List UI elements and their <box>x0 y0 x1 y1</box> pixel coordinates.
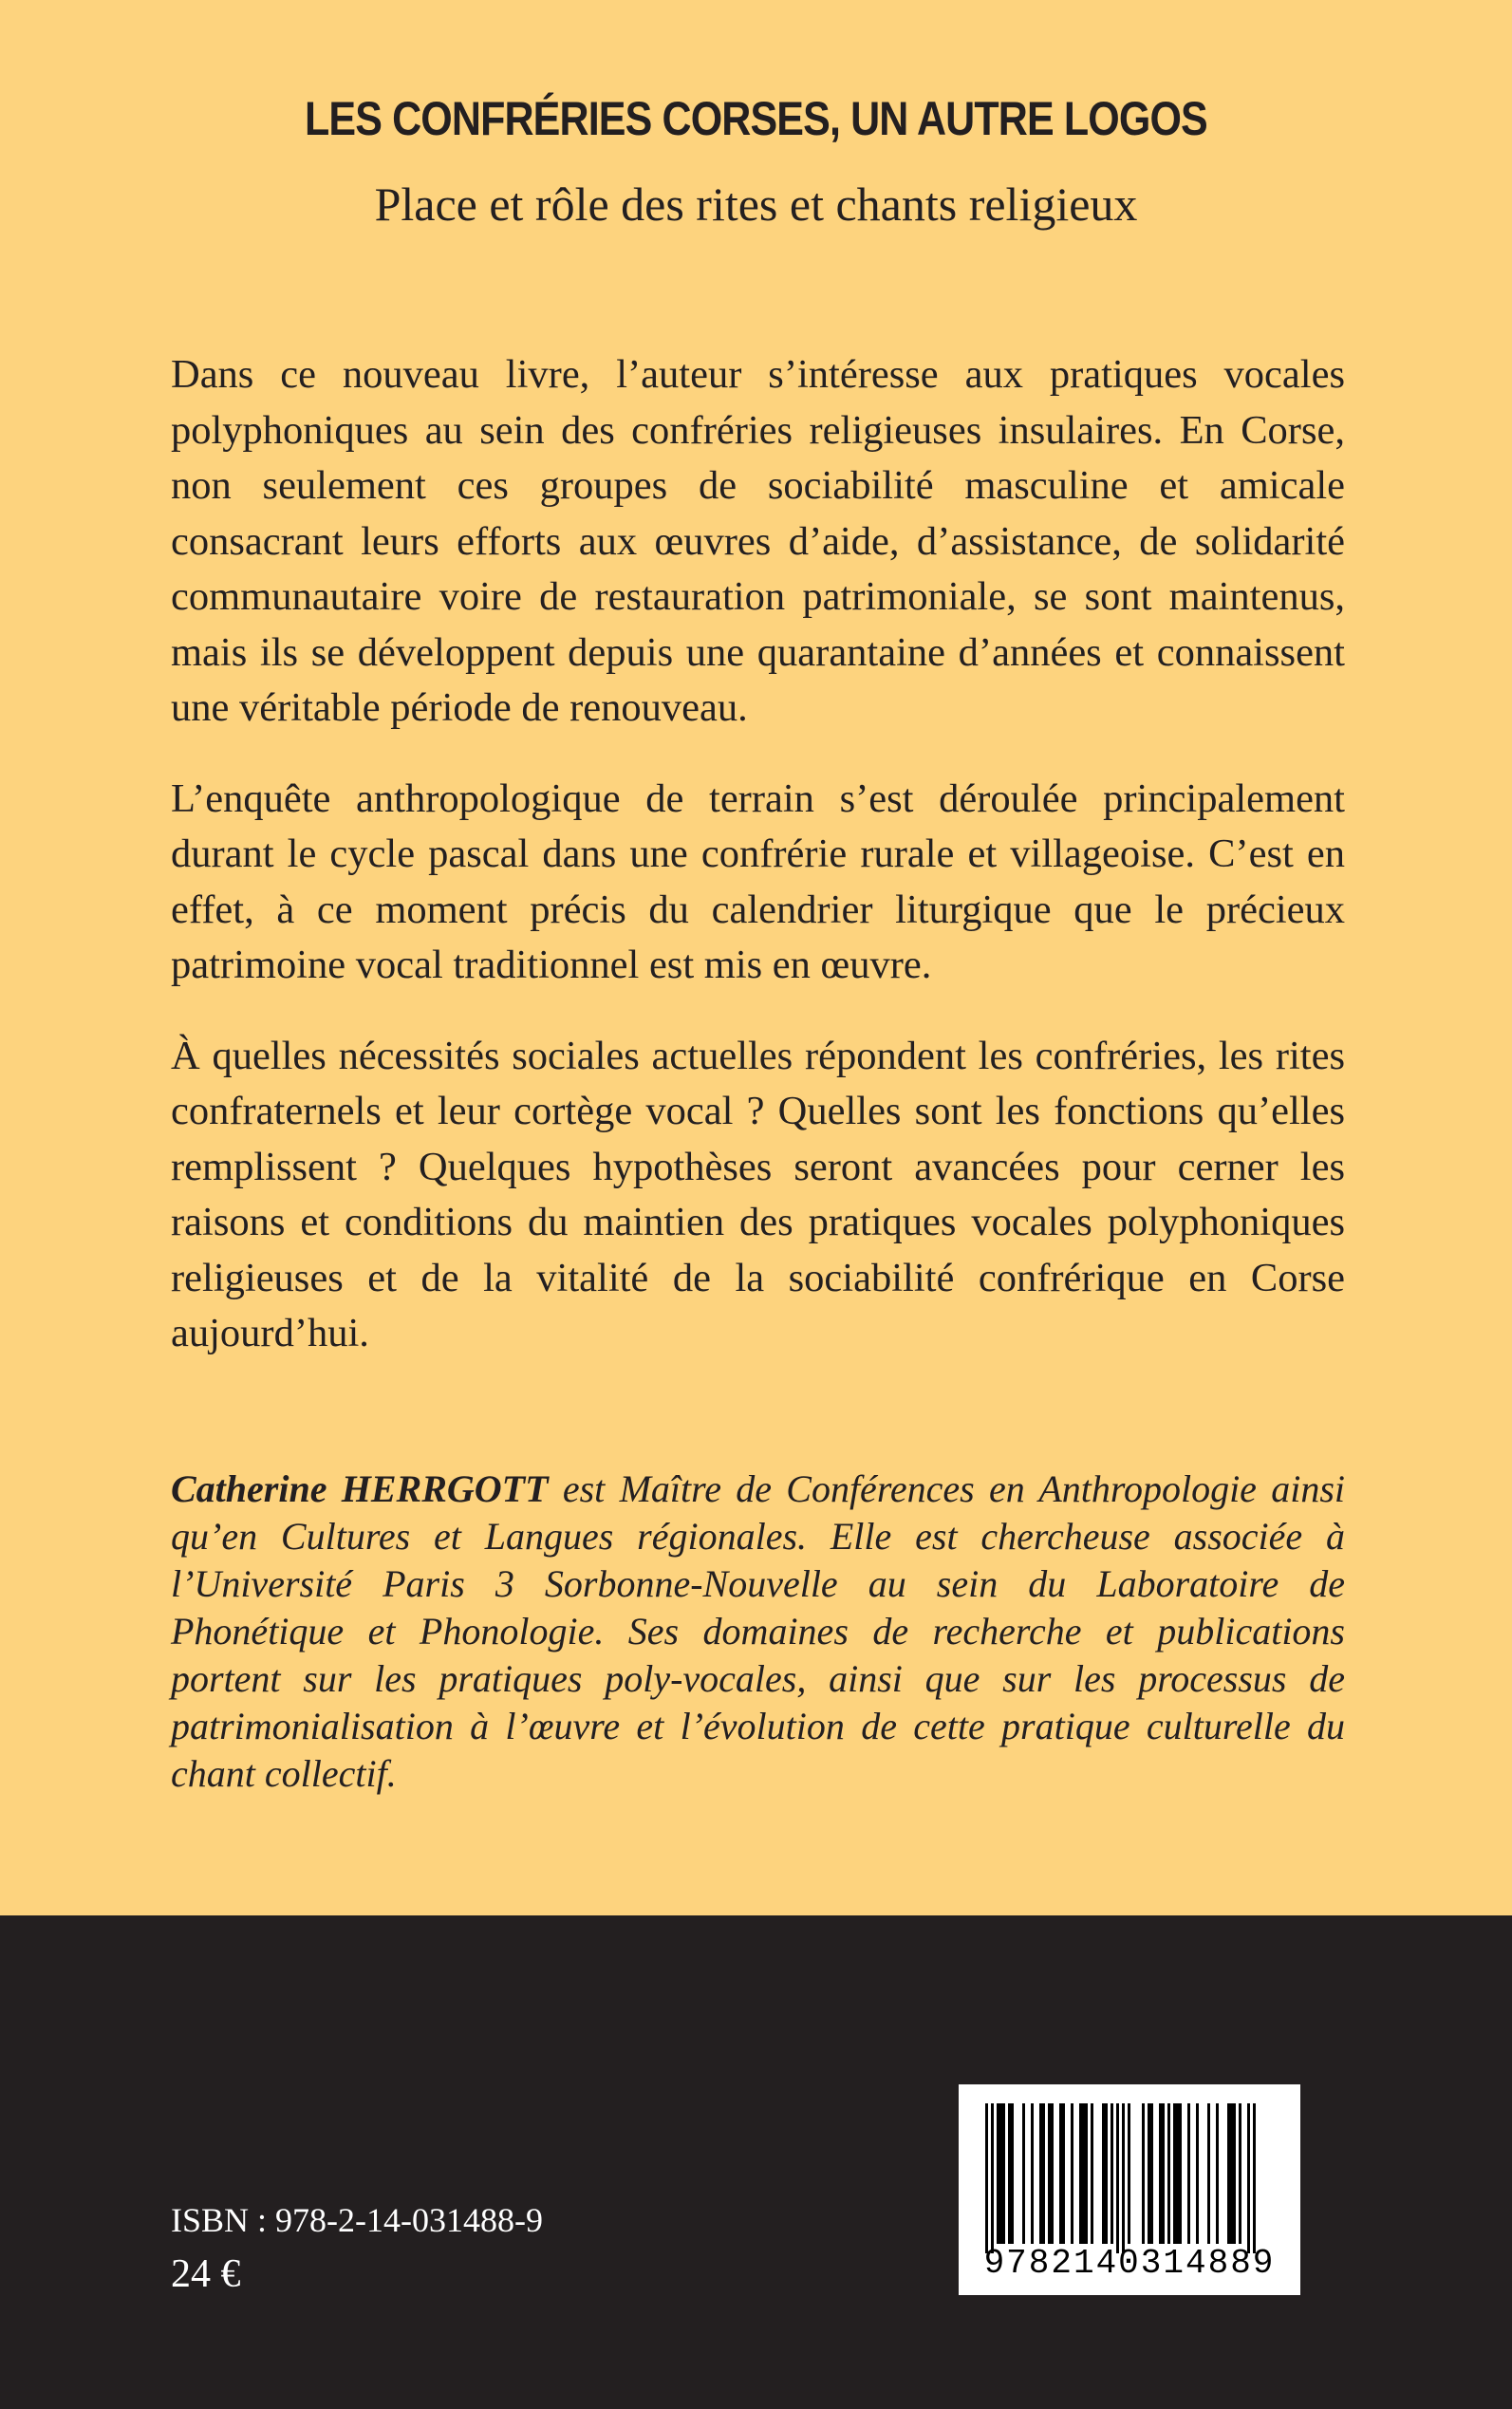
barcode-bar <box>999 2103 1002 2244</box>
barcode-bar <box>1039 2103 1042 2244</box>
barcode-bar <box>1148 2103 1150 2244</box>
barcode-bar <box>1179 2103 1182 2244</box>
book-subtitle: Place et rôle des rites et chants religieux <box>374 177 1138 231</box>
barcode-bar <box>1002 2103 1005 2244</box>
barcode-bar <box>1105 2103 1108 2244</box>
barcode-bar <box>1207 2103 1210 2244</box>
barcode-bar <box>1162 2103 1165 2244</box>
barcode-bar <box>1150 2103 1153 2244</box>
price-label: 24 € <box>171 2252 241 2296</box>
barcode-bar <box>1122 2103 1125 2253</box>
barcode-bar <box>1062 2103 1065 2244</box>
barcode-bar <box>1116 2103 1119 2253</box>
barcode-bar <box>991 2103 994 2253</box>
barcode-bar <box>1085 2103 1088 2244</box>
barcode-bar <box>985 2103 988 2253</box>
barcode-bar <box>1239 2103 1241 2244</box>
barcode-bar <box>1011 2103 1014 2244</box>
barcode-bar <box>1048 2103 1051 2244</box>
barcode-bar <box>1167 2103 1170 2244</box>
blurb-paragraph: À quelles nécessités sociales actuelles répondent les confréries, les rites confraternels et leur cortège vocal ? Quelles sont les fonctions qu’elles remplissent ? Quelques hypothèses seront avancées pour cerner les raisons et conditions du maintien des pratiques vocales polyphoniques religieuses et de la vitalité de la sociabilité confrérique en Corse aujourd’hui. <box>171 1033 1345 1355</box>
blurb-paragraph: L’enquête anthropologique de terrain s’est déroulée principalement durant le cycle pascal dans une confrérie rurale et villageoise. C’est en effet, à ce moment précis du calendrier liturgique que le précieux patrimoine vocal traditionnel est mis en œuvre. <box>171 775 1345 987</box>
barcode-bar <box>1071 2103 1073 2244</box>
author-bio <box>171 1466 1345 1798</box>
barcode-bar <box>1079 2103 1082 2244</box>
blurb <box>171 347 1345 1397</box>
barcode-bar <box>1091 2103 1093 2244</box>
barcode-bar <box>1051 2103 1054 2244</box>
barcode-bar <box>1253 2103 1256 2253</box>
isbn-label: ISBN : 978-2-14-031488-9 <box>171 2201 543 2239</box>
barcode-bar <box>1082 2103 1085 2244</box>
book-title: LES CONFRÉRIES CORSES, UN AUTRE LOGOS <box>304 92 1207 145</box>
barcode-bar <box>1059 2103 1062 2244</box>
barcode-bar <box>1233 2103 1236 2244</box>
barcode-bar <box>1111 2103 1113 2244</box>
barcode-bar <box>1216 2103 1219 2244</box>
barcode-bar <box>1042 2103 1045 2244</box>
barcode-bar <box>1187 2103 1190 2244</box>
barcode <box>959 2084 1300 2295</box>
barcode-bar <box>1128 2103 1130 2244</box>
barcode-bar <box>1159 2103 1162 2244</box>
barcode-bar <box>1227 2103 1230 2244</box>
barcode-bar <box>1142 2103 1145 2244</box>
barcode-bar <box>1176 2103 1179 2244</box>
blurb-paragraph: Dans ce nouveau livre, l’auteur s’intéresse aux pratiques vocales polyphoniques au sein des confréries religieuses insulaires. En Corse, non seulement ces groupes de sociabilité masculine et amicale consacrant leurs efforts aux œuvres d’aide, d’assistance, de solidarité communautaire voire de restauration patrimoniale, se sont maintenus, mais ils se développent depuis une quarantaine d’années et connaissent une véritable période de renouveau. <box>171 352 1345 730</box>
barcode-bar <box>1247 2103 1250 2253</box>
barcode-bar <box>997 2103 999 2244</box>
barcode-bar <box>1022 2103 1025 2244</box>
author-description: est Maître de Conférences en Anthropologie ainsi qu’en Cultures et Langues régionales. Elle est chercheuse associée à l’Université Paris 3 Sorbonne-Nouvelle au sein du Laboratoire de Phonétique et Phonologie. Ses domaines de recherche et publications portent sur les pratiques poly-vocales, ainsi que sur les processus de patrimonialisation à l’œuvre et l’évolution de cette pratique culturelle du chant collectif. <box>171 1467 1346 1795</box>
barcode-bar <box>1230 2103 1233 2244</box>
barcode-bar <box>1173 2103 1176 2244</box>
barcode-bar <box>1102 2103 1105 2244</box>
barcode-bar <box>1196 2103 1199 2244</box>
author-bio-text <box>171 1466 1345 1798</box>
barcode-bar <box>1031 2103 1034 2244</box>
author-name: Catherine HERRGOTT <box>171 1467 549 1510</box>
barcode-bar <box>1008 2103 1011 2244</box>
barcode-digits: 9782140314889 <box>983 2244 1276 2283</box>
